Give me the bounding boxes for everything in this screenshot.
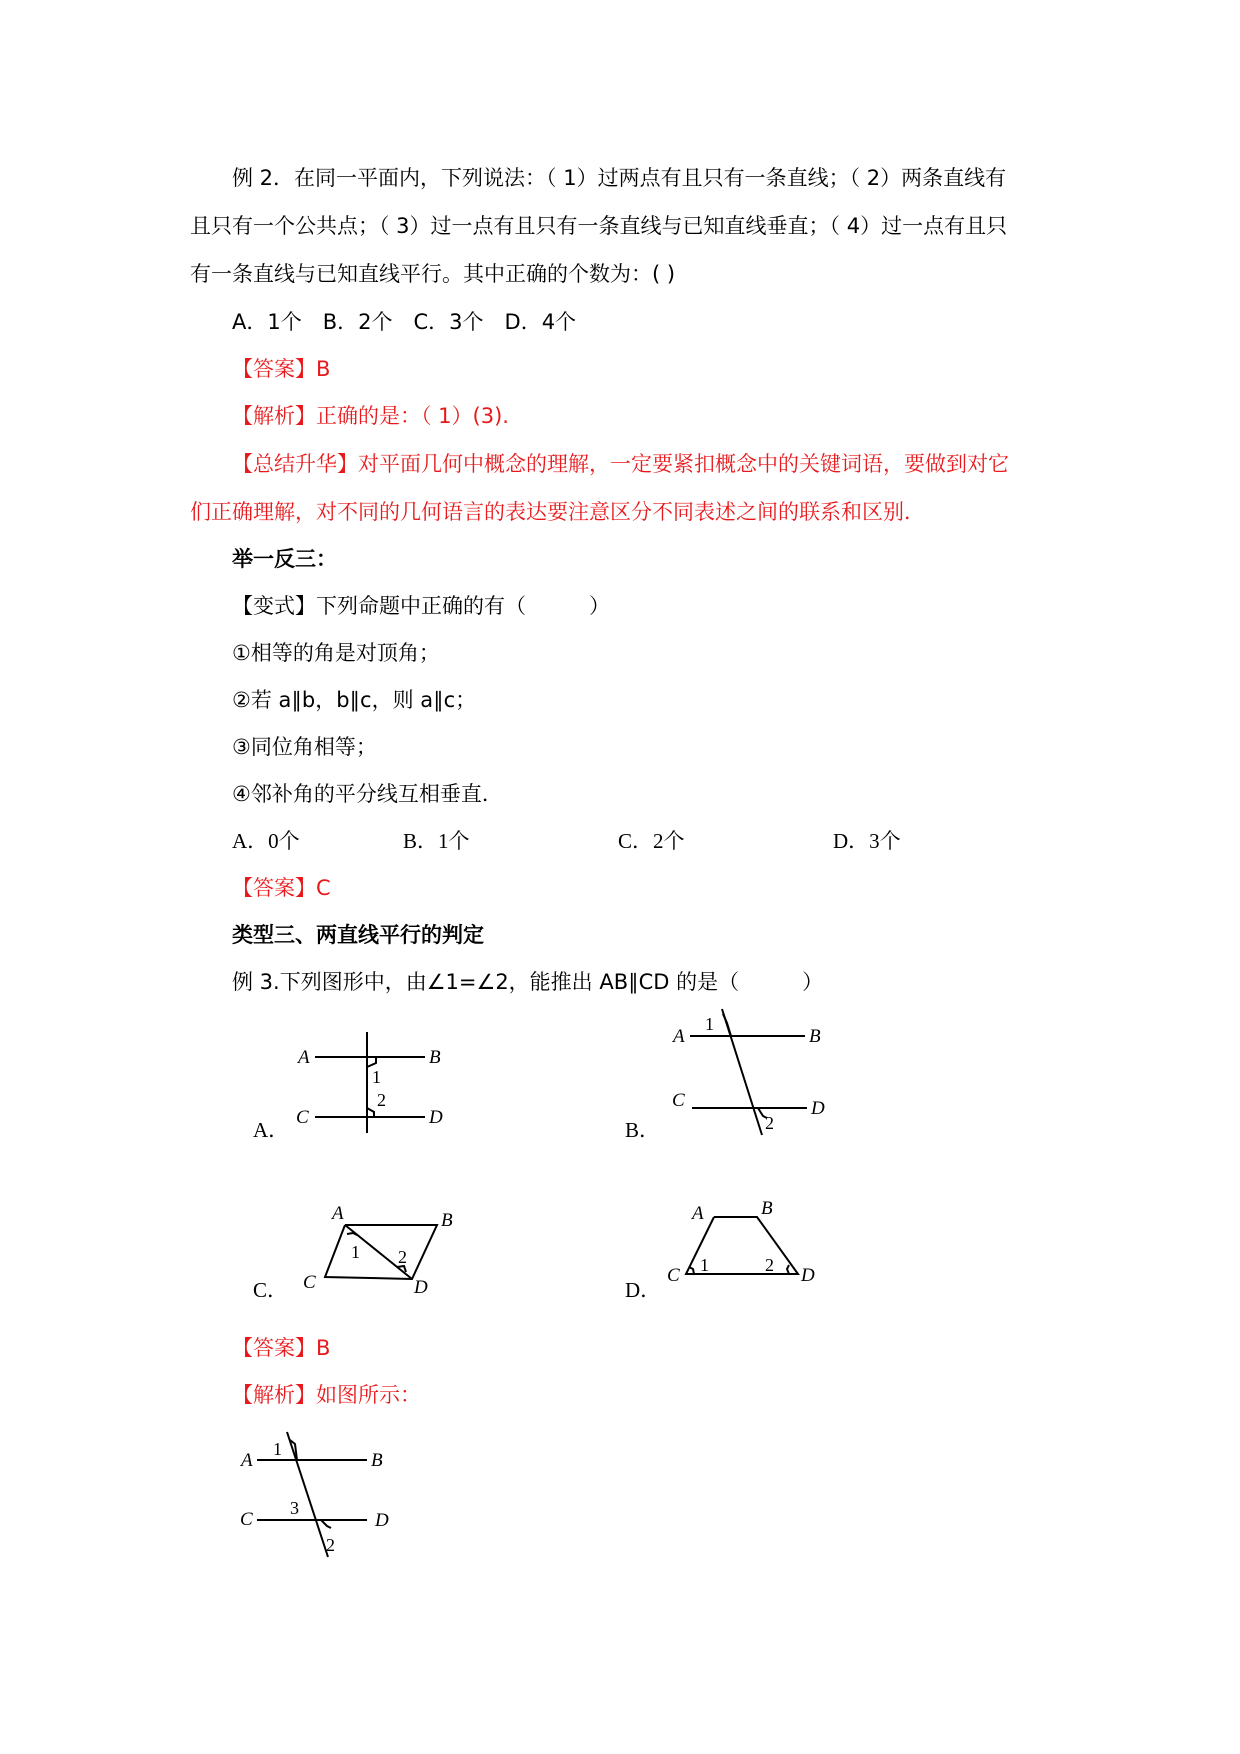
practice-question: 【变式】下列命题中正确的有（ ） [232,594,610,618]
type3-question: 例 3.下列图形中，由∠1=∠2，能推出 AB∥CD 的是（ ） [232,970,824,994]
example2-line3: 有一条直线与已知直线平行。其中正确的个数为：( ) [190,262,676,286]
practice-option-c: C．2个 [618,829,685,853]
label-d: D [811,1098,825,1119]
practice-item-4: ④邻补角的平分线互相垂直． [232,782,503,806]
label-a: A [332,1203,344,1224]
label-d: D [801,1265,815,1286]
label-a: A [692,1203,704,1224]
label-c: C [672,1090,685,1111]
example2-summary-line1: 【总结升华】对平面几何中概念的理解，一定要紧扣概念中的关键词语，要做到对它 [232,452,1009,476]
practice-option-b: B．1个 [403,829,470,853]
practice-item-1: ①相等的角是对顶角； [232,641,440,665]
angle-1: 1 [700,1255,709,1275]
label-b: B [371,1450,383,1471]
practice-heading: 举一反三： [232,547,337,571]
label-a: A [241,1450,253,1471]
figure-option-b [665,1005,845,1140]
label-d: D [375,1510,389,1531]
example2-line2: 且只有一个公共点；（ 3）过一点有且只有一条直线与已知直线垂直；（ 4）过一点有且只 [190,214,1008,238]
label-a: A [298,1047,310,1068]
caption-b: B． [625,1118,661,1142]
practice-option-d: D．3个 [833,829,901,853]
angle-2: 2 [377,1090,386,1110]
example2-summary-line2: 们正确理解，对不同的几何语言的表达要注意区分不同表述之间的联系和区别． [190,500,925,524]
practice-item-3: ③同位角相等； [232,735,377,759]
angle-1: 1 [273,1439,282,1459]
type3-heading: 类型三、两直线平行的判定 [232,923,484,947]
label-a: A [673,1026,685,1047]
type3-answer: 【答案】B [232,1336,331,1360]
label-c: C [303,1272,316,1293]
angle-1: 1 [705,1014,714,1034]
practice-option-a: A．0个 [232,829,300,853]
practice-item-2: ②若 a∥b，b∥c，则 a∥c； [232,688,477,712]
label-b: B [441,1210,453,1231]
label-c: C [667,1265,680,1286]
label-b: B [429,1047,441,1068]
figure-option-c [295,1200,475,1300]
angle-2: 2 [326,1535,335,1555]
angle-1: 1 [372,1067,381,1087]
practice-answer: 【答案】C [232,876,331,900]
caption-d: D． [625,1278,662,1302]
example2-analysis: 【解析】正确的是：（ 1）(3). [232,404,509,428]
type3-analysis: 【解析】如图所示： [232,1383,421,1407]
angle-2: 2 [398,1247,407,1267]
angle-3: 3 [290,1498,299,1518]
label-c: C [296,1107,309,1128]
label-d: D [429,1107,443,1128]
example2-answer: 【答案】B [232,357,331,381]
label-c: C [240,1509,253,1530]
example2-line1: 例 2．在同一平面内，下列说法：（ 1）过两点有且只有一条直线；（ 2）两条直线有 [232,166,1007,190]
figure-option-a [290,1020,460,1140]
caption-c: C． [253,1278,289,1302]
angle-2: 2 [765,1255,774,1275]
figure-option-d [665,1195,845,1295]
angle-1: 1 [351,1242,360,1262]
label-b: B [761,1198,773,1219]
figure-analysis [235,1420,415,1560]
label-d: D [414,1277,428,1298]
angle-2: 2 [765,1113,774,1133]
caption-a: A． [253,1118,290,1142]
label-b: B [809,1026,821,1047]
example2-options: A．1个 B．2个 C．3个 D．4个 [232,310,577,334]
